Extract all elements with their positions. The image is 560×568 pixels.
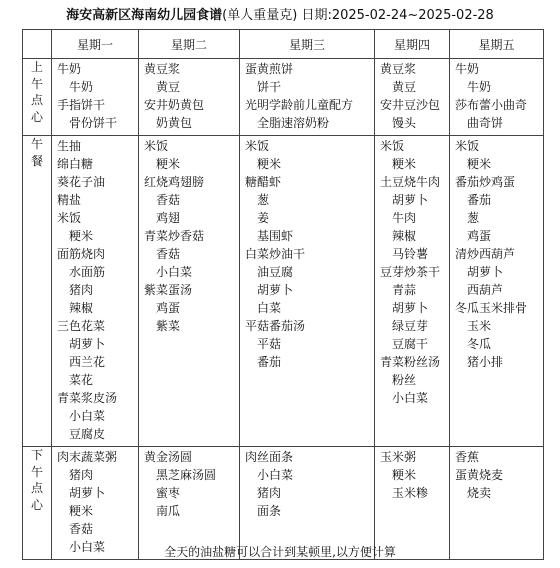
ingredient-item: 猪肉 xyxy=(69,468,94,482)
period-row-afternoon-snack xyxy=(23,447,544,560)
ingredient-item: 粳米 xyxy=(392,468,417,482)
menu-cell xyxy=(450,136,544,447)
menu-cell xyxy=(139,136,240,447)
ingredient-item: 番茄 xyxy=(257,355,282,369)
ingredient-item: 香菇 xyxy=(69,522,94,536)
ingredient-item: 曲奇饼 xyxy=(467,116,504,130)
dish-item: 青菜炒香菇 xyxy=(144,229,205,243)
footer-note: 全天的油盐糖可以合计到某顿里,以方便计算 xyxy=(164,545,396,559)
dish-item: 平菇番茄汤 xyxy=(245,319,306,333)
ingredient-item: 南瓜 xyxy=(156,504,181,518)
dish-item: 肉末蔬菜粥 xyxy=(57,450,118,464)
menu-cell xyxy=(52,59,139,136)
period-label xyxy=(23,59,52,136)
ingredient-item: 小白菜 xyxy=(69,409,106,423)
dish-item: 安井奶黄包 xyxy=(144,98,205,112)
dish-item: 黄豆浆 xyxy=(380,62,417,76)
period-label xyxy=(23,447,52,560)
header-row xyxy=(23,30,544,59)
ingredient-item: 胡萝卜 xyxy=(257,283,294,297)
menu-cell xyxy=(139,59,240,136)
menu-title xyxy=(0,8,560,24)
day-header: 星期四 xyxy=(375,30,450,59)
ingredient-item: 黄豆 xyxy=(392,80,417,94)
period-row-lunch xyxy=(23,136,544,447)
dish-item: 青菜粉丝汤 xyxy=(380,355,441,369)
day-header: 星期三 xyxy=(240,30,375,59)
ingredient-item: 馒头 xyxy=(392,116,417,130)
ingredient-item: 玉米 xyxy=(467,319,492,333)
header-corner xyxy=(23,30,52,59)
dish-item: 米饭 xyxy=(455,139,480,153)
menu-cell xyxy=(375,59,450,136)
dish-item: 肉丝面条 xyxy=(245,450,294,464)
ingredient-item: 猪肉 xyxy=(69,283,94,297)
menu-cell xyxy=(139,447,240,560)
menu-title-main: 海安高新区海南幼儿园食谱 xyxy=(66,8,223,23)
ingredient-item: 牛奶 xyxy=(467,80,492,94)
period-label-char: 心 xyxy=(30,109,43,124)
ingredient-item: 番茄 xyxy=(467,193,492,207)
period-label-char: 点 xyxy=(30,481,43,495)
dish-item: 糖醋虾 xyxy=(245,175,282,189)
ingredient-item: 全脂速溶奶粉 xyxy=(257,116,330,130)
dish-item: 豆芽炒茶干 xyxy=(380,265,441,279)
ingredient-item: 黑芝麻汤圆 xyxy=(156,468,217,482)
ingredient-item: 鸡翅 xyxy=(156,211,181,225)
ingredient-item: 玉米糁 xyxy=(392,486,429,500)
menu-cell xyxy=(52,136,139,447)
day-header: 星期二 xyxy=(139,30,240,59)
ingredient-item: 姜 xyxy=(257,211,270,225)
dish-item: 黄金汤圆 xyxy=(144,450,193,464)
ingredient-item: 冬瓜 xyxy=(467,337,492,351)
dish-item: 青菜浆皮汤 xyxy=(57,391,118,405)
dish-item: 米饭 xyxy=(57,211,82,225)
ingredient-item: 黄豆 xyxy=(156,80,181,94)
period-label-char: 上 xyxy=(30,60,43,74)
dish-item: 米饭 xyxy=(144,139,169,153)
dish-item: 香蕉 xyxy=(455,450,480,464)
dish-item: 葵花子油 xyxy=(57,175,106,189)
dish-item: 番茄炒鸡蛋 xyxy=(455,175,516,189)
ingredient-item: 粳米 xyxy=(467,157,492,171)
ingredient-item: 牛奶 xyxy=(69,80,94,94)
dish-item: 蛋黄煎饼 xyxy=(245,62,294,76)
dish-item: 精盐 xyxy=(57,193,82,207)
ingredient-item: 小白菜 xyxy=(257,468,294,482)
ingredient-item: 胡萝卜 xyxy=(392,193,429,207)
ingredient-item: 粳米 xyxy=(69,229,94,243)
ingredient-item: 香菇 xyxy=(156,247,181,261)
ingredient-item: 鸡蛋 xyxy=(156,301,181,315)
ingredient-item: 葱 xyxy=(257,193,270,207)
dish-item: 黄豆浆 xyxy=(144,62,181,76)
menu-cell xyxy=(450,59,544,136)
menu-cell xyxy=(52,447,139,560)
ingredient-item: 油豆腐 xyxy=(257,265,294,279)
ingredient-item: 奶黄包 xyxy=(156,116,193,130)
ingredient-item: 小白菜 xyxy=(69,540,106,554)
dish-item: 牛奶 xyxy=(57,62,82,76)
dish-item: 手指饼干 xyxy=(57,98,106,112)
ingredient-item: 饼干 xyxy=(257,80,282,94)
ingredient-item: 小白菜 xyxy=(156,265,193,279)
ingredient-item: 绿豆芽 xyxy=(392,319,429,333)
dish-item: 牛奶 xyxy=(455,62,480,76)
ingredient-item: 西葫芦 xyxy=(467,283,504,297)
ingredient-item: 马铃薯 xyxy=(392,247,429,261)
ingredient-item: 粳米 xyxy=(257,157,282,171)
dish-item: 清炒西葫芦 xyxy=(455,247,516,261)
day-header: 星期五 xyxy=(450,30,544,59)
dish-item: 蛋黄烧麦 xyxy=(455,468,504,482)
period-label-char: 点 xyxy=(30,93,43,107)
dish-item: 光明学龄前儿童配方 xyxy=(245,98,354,112)
ingredient-item: 粳米 xyxy=(69,504,94,518)
menu-table xyxy=(22,29,544,560)
ingredient-item: 白菜 xyxy=(257,301,282,315)
ingredient-item: 猪肉 xyxy=(257,486,282,500)
menu-cell xyxy=(375,136,450,447)
ingredient-item: 猪小排 xyxy=(467,355,504,369)
ingredient-item: 胡萝卜 xyxy=(467,265,504,279)
ingredient-item: 粳米 xyxy=(156,157,181,171)
menu-title-date: (单人重量克) 日期:2025-02-24~2025-02-28 xyxy=(222,8,494,23)
dish-item: 莎布蕾小曲奇 xyxy=(455,98,528,112)
ingredient-item: 基围虾 xyxy=(257,229,294,243)
ingredient-item: 辣椒 xyxy=(392,229,417,243)
ingredient-item: 胡萝卜 xyxy=(69,486,106,500)
dish-item: 安井豆沙包 xyxy=(380,98,441,112)
dish-item: 冬瓜玉米排骨 xyxy=(455,301,528,315)
dish-item: 生抽 xyxy=(57,139,82,153)
ingredient-item: 豆腐皮 xyxy=(69,427,106,441)
period-label-char: 午 xyxy=(30,76,43,91)
ingredient-item: 面条 xyxy=(257,504,282,518)
period-label-char: 午 xyxy=(30,464,43,479)
menu-cell xyxy=(375,447,450,560)
ingredient-item: 菜花 xyxy=(69,373,94,387)
period-label-char: 午 xyxy=(30,137,43,151)
dish-item: 三色花菜 xyxy=(57,319,106,333)
ingredient-item: 粳米 xyxy=(392,157,417,171)
ingredient-item: 水面筋 xyxy=(69,265,106,279)
period-label-char: 下 xyxy=(30,448,43,462)
ingredient-item: 烧卖 xyxy=(467,486,492,500)
menu-cell xyxy=(240,136,375,447)
dish-item: 红烧鸡翅膀 xyxy=(144,175,205,189)
ingredient-item: 西兰花 xyxy=(69,355,106,369)
dish-item: 土豆烧牛肉 xyxy=(380,175,441,189)
day-header: 星期一 xyxy=(52,30,139,59)
period-label xyxy=(23,136,52,447)
dish-item: 绵白糖 xyxy=(57,157,94,171)
ingredient-item: 香菇 xyxy=(156,193,181,207)
ingredient-item: 豆腐干 xyxy=(392,337,429,351)
ingredient-item: 粉丝 xyxy=(392,373,417,387)
period-label-char: 心 xyxy=(30,497,43,512)
ingredient-item: 胡萝卜 xyxy=(69,337,106,351)
ingredient-item: 小白菜 xyxy=(392,391,429,405)
ingredient-item: 辣椒 xyxy=(69,301,94,315)
ingredient-item: 牛肉 xyxy=(392,211,417,225)
ingredient-item: 青蒜 xyxy=(392,283,417,297)
dish-item: 面筋烧肉 xyxy=(57,247,106,261)
ingredient-item: 平菇 xyxy=(257,337,282,351)
dish-item: 白菜炒油干 xyxy=(245,247,306,261)
ingredient-item: 胡萝卜 xyxy=(392,301,429,315)
ingredient-item: 葱 xyxy=(467,211,480,225)
menu-cell xyxy=(240,59,375,136)
dish-item: 米饭 xyxy=(245,139,270,153)
dish-item: 玉米粥 xyxy=(380,450,417,464)
ingredient-item: 蜜枣 xyxy=(156,486,181,500)
period-label-char: 餐 xyxy=(30,153,43,168)
menu-cell xyxy=(240,447,375,560)
ingredient-item: 鸡蛋 xyxy=(467,229,492,243)
period-row-morning-snack xyxy=(23,59,544,136)
dish-item: 米饭 xyxy=(380,139,405,153)
menu-cell xyxy=(450,447,544,560)
ingredient-item: 紫菜 xyxy=(156,319,181,333)
ingredient-item: 骨份饼干 xyxy=(69,116,118,130)
dish-item: 紫菜蛋汤 xyxy=(144,283,193,297)
